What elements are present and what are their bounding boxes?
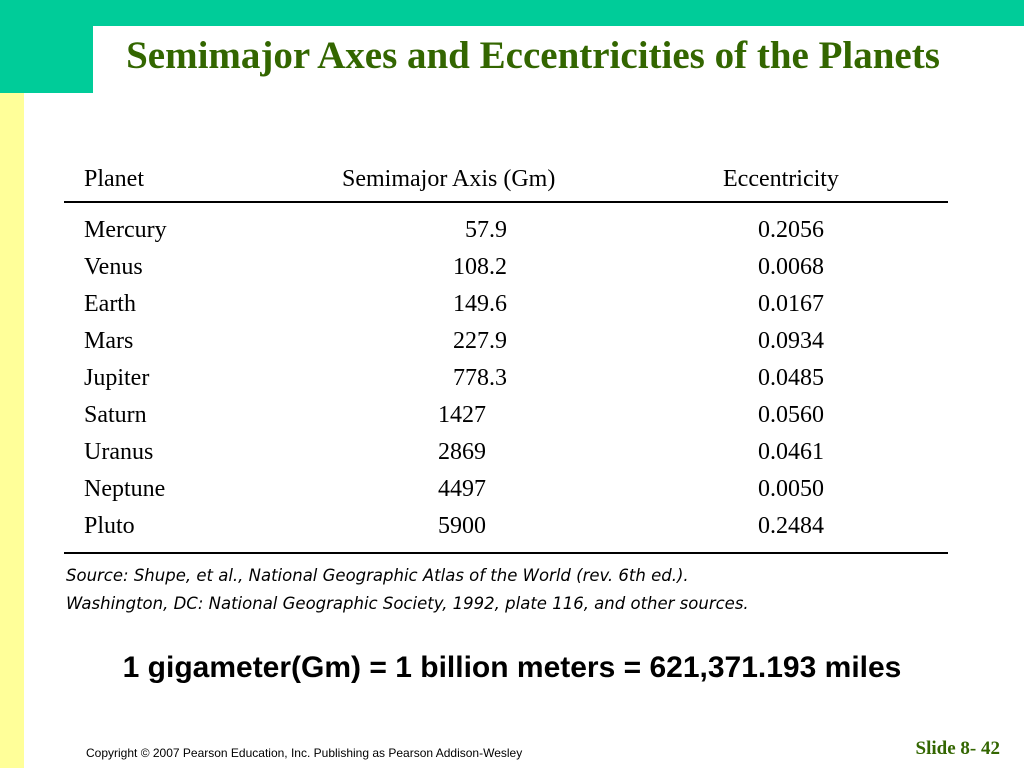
planet-name: Mercury	[84, 217, 167, 243]
planet-name: Saturn	[84, 402, 147, 428]
table-row	[64, 328, 948, 365]
eccentricity-value: 0.2056	[758, 217, 824, 243]
semimajor-axis-value: 778.3	[453, 365, 507, 391]
planet-name: Earth	[84, 291, 136, 317]
planet-name: Pluto	[84, 513, 135, 539]
slide-title: Semimajor Axes and Eccentricities of the Planets	[126, 34, 940, 77]
eccentricity-value: 0.0934	[758, 328, 824, 354]
semimajor-axis-value: 5900	[438, 513, 486, 539]
table-bottom-rule	[64, 552, 948, 554]
semimajor-axis-value: 227.9	[453, 328, 507, 354]
eccentricity-value: 0.0461	[758, 439, 824, 465]
table-row	[64, 365, 948, 402]
table-row	[64, 476, 948, 513]
planet-name: Uranus	[84, 439, 154, 465]
copyright-footer: Copyright © 2007 Pearson Education, Inc. Publishing as Pearson Addison-Wesley	[86, 746, 523, 760]
eccentricity-value: 0.0167	[758, 291, 824, 317]
semimajor-axis-value: 4497	[438, 476, 486, 502]
eccentricity-value: 0.0485	[758, 365, 824, 391]
planet-name: Jupiter	[84, 365, 150, 391]
table-row	[64, 291, 948, 328]
table-row	[64, 402, 948, 439]
table-row	[64, 254, 948, 291]
planet-name: Neptune	[84, 476, 166, 502]
source-citation	[66, 562, 966, 618]
table-top-rule	[64, 201, 948, 203]
semimajor-axis-value: 57.9	[465, 217, 507, 243]
table-row	[64, 217, 948, 254]
semimajor-axis-value: 108.2	[453, 254, 507, 280]
header-semimajor-axis: Semimajor Axis (Gm)	[342, 166, 556, 192]
source-line-1: Source: Shupe, et al., National Geographic Atlas of the World (rev. 6th ed.).	[66, 566, 689, 585]
planet-name: Mars	[84, 328, 134, 354]
semimajor-axis-value: 1427	[438, 402, 486, 428]
table-row	[64, 513, 948, 550]
header-eccentricity: Eccentricity	[723, 166, 839, 192]
semimajor-axis-value: 2869	[438, 439, 486, 465]
planet-name: Venus	[84, 254, 143, 280]
semimajor-axis-value: 149.6	[453, 291, 507, 317]
header-planet: Planet	[84, 166, 144, 192]
eccentricity-value: 0.0050	[758, 476, 824, 502]
slide-number: Slide 8- 42	[915, 738, 1000, 759]
unit-conversion-note: 1 gigameter(Gm) = 1 billion meters = 621,371.193 miles	[122, 651, 902, 684]
corner-accent-block	[0, 0, 93, 93]
eccentricity-value: 0.0560	[758, 402, 824, 428]
table-row	[64, 439, 948, 476]
eccentricity-value: 0.2484	[758, 513, 824, 539]
top-accent-bar	[0, 0, 1024, 26]
eccentricity-value: 0.0068	[758, 254, 824, 280]
source-line-2: Washington, DC: National Geographic Society, 1992, plate 116, and other sources.	[66, 594, 749, 613]
